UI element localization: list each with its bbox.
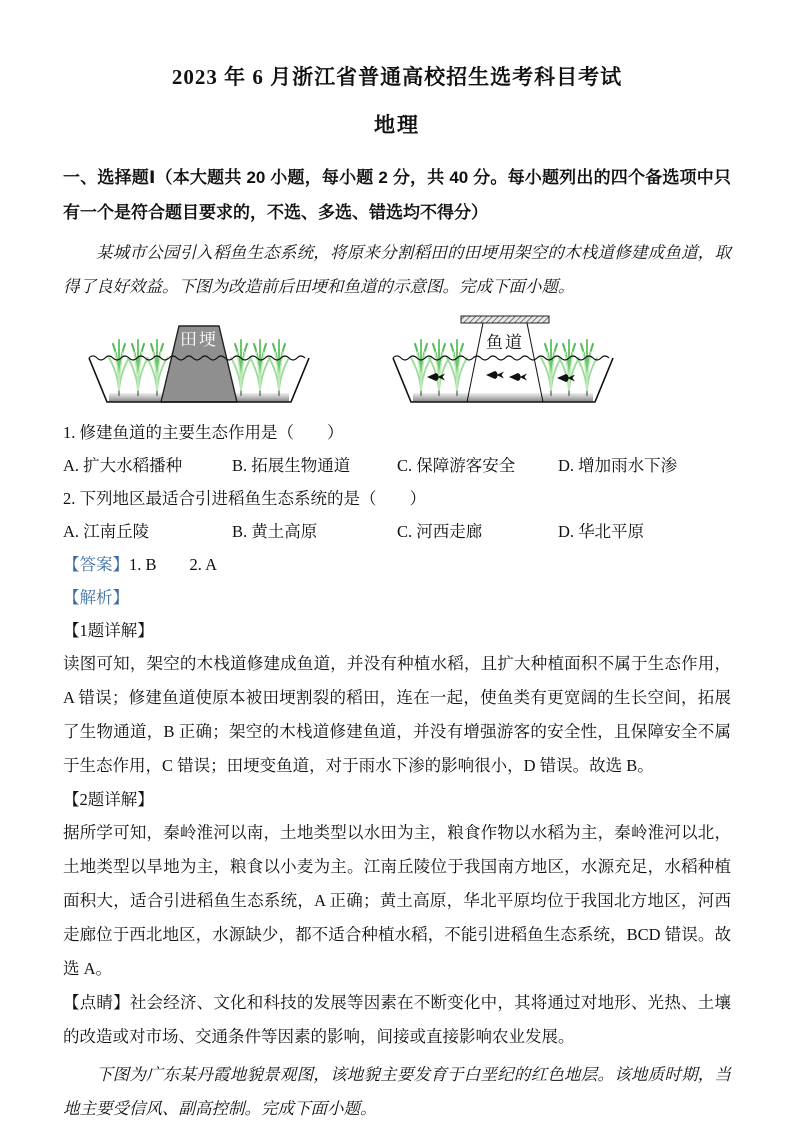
question-2-options [63, 515, 731, 548]
analysis-label: 【解析】 [63, 588, 129, 607]
channel-right-line [527, 323, 543, 402]
rice-plant-icon [109, 340, 129, 396]
detail-1-text: 读图可知，架空的木栈道修建成鱼道，并没有种植水稻，且扩大种植面积不属于生态作用，A 错误；修建鱼道使原本被田埂割裂的稻田，连在一起，使鱼类有更宽阔的生长空间，拓展了生物通道，B 正确；架空的木栈道修建鱼道，并没有增强游客的安全性，且保障安全不属于生态作用，C 错误；田埂变鱼道，对于雨水下渗的影响很小，D 错误。故选 B。 [63, 654, 731, 775]
ridge-label: 田埂 [180, 330, 218, 349]
answer-value: 1. B 2. A [129, 555, 218, 574]
rice-plant-icon [250, 340, 270, 396]
analysis-line [63, 581, 731, 614]
page-title: 2023 年 6 月浙江省普通高校招生选考科目考试 [171, 65, 623, 89]
fish-channel-diagram [387, 314, 619, 408]
detail-1-heading: 【1题详解】 [63, 621, 154, 640]
subject-title: 地理 [374, 113, 420, 137]
fish-channel-label: 鱼道 [486, 333, 524, 352]
wooden-walkway [461, 316, 549, 323]
q2-option-b: B. 黄土高原 [232, 522, 318, 541]
channel-left-line [467, 323, 483, 402]
rice-plant-icon [411, 340, 431, 396]
rice-plant-icon [429, 340, 449, 396]
passage-danxia: 下图为广东某丹霞地貌景观图，该地貌主要发育于白垩纪的红色地层。该地质时期，当地主要受信风、副高控制。完成下面小题。 [63, 1065, 731, 1118]
answer-label: 【答案】 [63, 555, 129, 574]
rice-plant-icon [577, 340, 597, 396]
detail-2-heading: 【2题详解】 [63, 790, 154, 809]
water-line [393, 356, 609, 360]
q1-option-d: D. 增加雨水下渗 [558, 456, 678, 475]
rice-plant-icon [128, 340, 148, 396]
question-1-stem: 1. 修建鱼道的主要生态作用是（ ） [63, 423, 344, 442]
detail-2-text: 据所学可知，秦岭淮河以南，土地类型以水田为主，粮食作物以水稻为主，秦岭淮河以北，土地类型以旱地为主，粮食以小麦为主。江南丘陵位于我国南方地区，水源充足，水稻种植面积大，适合引进稻鱼生态系统，A 正确；黄土高原，华北平原均位于我国北方地区，河西走廊位于西北地区，水源缺少，都不适合种植水稻，不能引进稻鱼生态系统，BCD 错误。故选 A。 [63, 823, 731, 978]
q2-option-a: A. 江南丘陵 [63, 522, 150, 541]
question-1-options [63, 449, 731, 482]
tip-paragraph [63, 986, 731, 1054]
answer-line [63, 548, 731, 581]
fish-icon [509, 373, 527, 381]
tip-text: 社会经济、文化和科技的发展等因素在不断变化中，其将通过对地形、光热、土壤的改造或对市场、交通条件等因素的影响，间接或直接影响农业发展。 [63, 993, 732, 1046]
soil-layer [413, 393, 593, 402]
question-2-stem: 2. 下列地区最适合引进稻鱼生态系统的是（ ） [63, 489, 426, 508]
rice-plant-icon [447, 340, 467, 396]
q1-option-c: C. 保障游客安全 [397, 456, 516, 475]
rice-plant-icon [559, 340, 579, 396]
rice-plant-icon [269, 340, 289, 396]
q1-option-b: B. 拓展生物通道 [232, 456, 351, 475]
q1-option-a: A. 扩大水稻播种 [63, 456, 183, 475]
figure-before-after [83, 314, 731, 408]
q2-option-d: D. 华北平原 [558, 522, 645, 541]
passage-rice-fish: 某城市公园引入稻鱼生态系统，将原来分割稻田的田埂用架空的木栈道修建成鱼道，取得了良好效益。下图为改造前后田埂和鱼道的示意图。完成下面小题。 [63, 243, 731, 296]
rice-plant-icon [541, 340, 561, 396]
field-ridge-diagram [83, 314, 315, 408]
tip-label: 【点睛】 [63, 993, 130, 1012]
fish-icon [486, 371, 504, 379]
q2-option-c: C. 河西走廊 [397, 522, 483, 541]
section-header: 一、选择题Ⅰ（本大题共 20 小题，每小题 2 分，共 40 分。每小题列出的四个备选项中只有一个是符合题目要求的，不选、多选、错选均不得分） [63, 168, 731, 222]
